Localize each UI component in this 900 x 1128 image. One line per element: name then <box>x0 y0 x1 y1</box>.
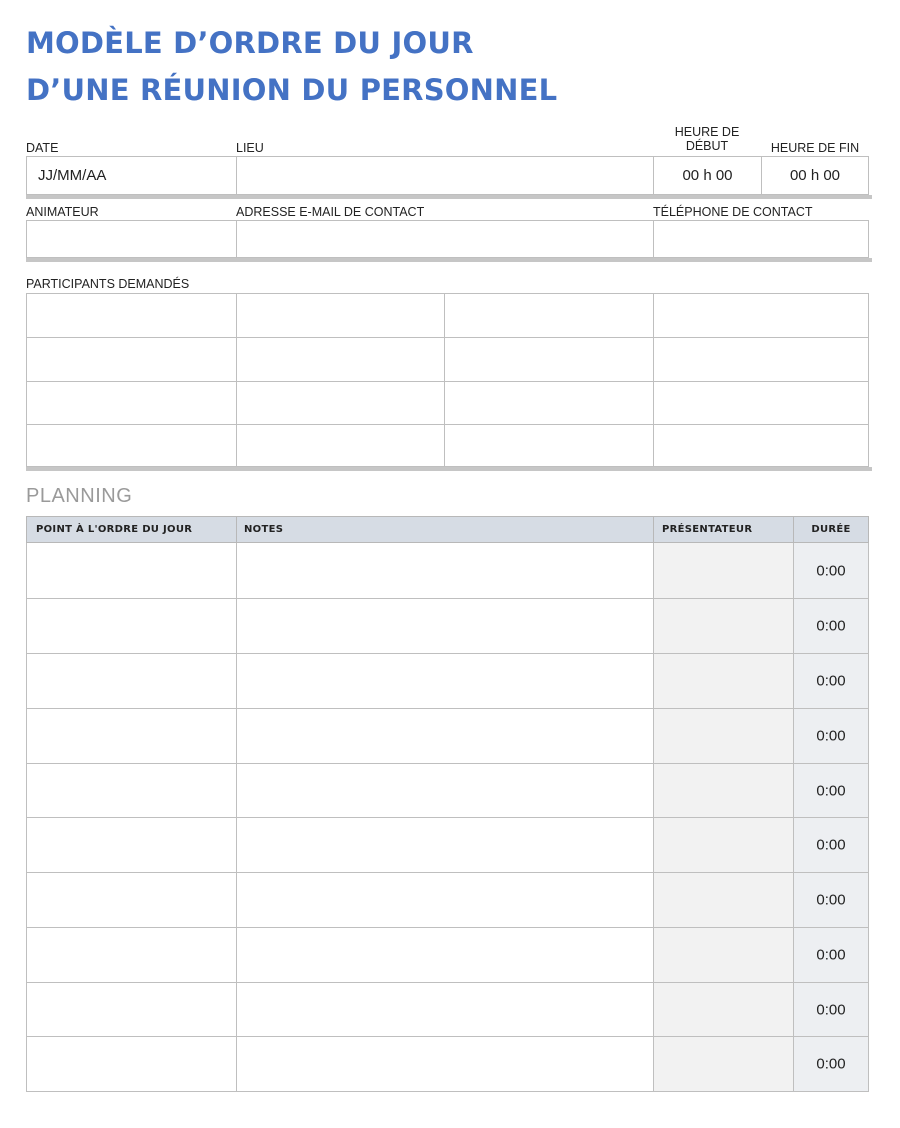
table-row <box>26 654 869 709</box>
table-row <box>26 709 869 764</box>
notes-cell[interactable] <box>236 654 653 708</box>
agenda-item-cell[interactable] <box>27 1037 236 1091</box>
table-row <box>26 983 869 1037</box>
column-header-presenter: PRÉSENTATEUR <box>662 524 753 535</box>
presenter-cell[interactable] <box>653 928 793 982</box>
end-time-value: 00 h 00 <box>789 167 841 184</box>
duration-cell[interactable] <box>793 709 868 763</box>
contact-email-label: ADRESSE E-MAIL DE CONTACT <box>236 205 425 219</box>
presenter-cell[interactable] <box>653 543 793 598</box>
end-time-label: HEURE DE FIN <box>770 141 860 155</box>
notes-cell[interactable] <box>236 543 653 598</box>
participants-row[interactable] <box>27 338 868 382</box>
duration-value: 0:00 <box>816 836 846 854</box>
duration-value: 0:00 <box>816 672 846 690</box>
participants-label: PARTICIPANTS DEMANDÉS <box>26 277 190 291</box>
duration-value: 0:00 <box>816 946 846 964</box>
notes-cell[interactable] <box>236 599 653 653</box>
notes-cell[interactable] <box>236 873 653 927</box>
section-divider <box>26 258 872 262</box>
presenter-cell[interactable] <box>653 709 793 763</box>
presenter-cell[interactable] <box>653 654 793 708</box>
duration-value: 0:00 <box>816 782 846 799</box>
planning-table-header <box>26 516 869 543</box>
duration-cell[interactable] <box>793 818 868 872</box>
table-row <box>26 818 869 873</box>
table-row <box>26 599 869 654</box>
table-row <box>26 873 869 928</box>
table-row <box>26 543 869 599</box>
planning-section-title: PLANNING <box>26 485 133 507</box>
agenda-item-cell[interactable] <box>27 709 236 763</box>
table-row <box>26 1037 869 1092</box>
duration-value: 0:00 <box>816 617 846 635</box>
section-divider <box>26 467 872 471</box>
agenda-item-cell[interactable] <box>27 928 236 982</box>
start-time-value: 00 h 00 <box>682 167 733 184</box>
start-time-label-line1: HEURE DE <box>674 125 740 139</box>
duration-value: 0:00 <box>816 727 846 745</box>
contact-phone-label: TÉLÉPHONE DE CONTACT <box>653 205 813 219</box>
header-divider <box>236 517 237 542</box>
notes-cell[interactable] <box>236 1037 653 1091</box>
agenda-item-cell[interactable] <box>27 818 236 872</box>
duration-value: 0:00 <box>816 1055 846 1073</box>
duration-cell[interactable] <box>793 1037 868 1091</box>
title-line-2: D’UNE RÉUNION DU PERSONNEL <box>26 73 558 107</box>
notes-cell[interactable] <box>236 928 653 982</box>
presenter-cell[interactable] <box>653 599 793 653</box>
start-time-label <box>653 125 761 153</box>
header-divider <box>653 517 654 542</box>
column-header-item: POINT À L'ORDRE DU JOUR <box>36 524 193 535</box>
end-time-field[interactable] <box>761 157 868 194</box>
presenter-cell[interactable] <box>653 983 793 1036</box>
agenda-item-cell[interactable] <box>27 654 236 708</box>
agenda-item-cell[interactable] <box>27 599 236 653</box>
contact-phone-field[interactable] <box>653 221 868 257</box>
contact-info-row <box>26 220 869 258</box>
notes-cell[interactable] <box>236 983 653 1036</box>
duration-cell[interactable] <box>793 543 868 598</box>
start-time-field[interactable] <box>653 157 761 194</box>
agenda-item-cell[interactable] <box>27 873 236 927</box>
presenter-cell[interactable] <box>653 1037 793 1091</box>
date-label: DATE <box>26 141 59 155</box>
column-header-notes: NOTES <box>244 524 284 535</box>
column-header-duration: DURÉE <box>811 524 851 535</box>
start-time-label-line2: DÉBUT <box>685 139 729 153</box>
participants-grid <box>26 293 869 467</box>
table-row <box>26 764 869 818</box>
participants-row[interactable] <box>27 381 868 425</box>
duration-cell[interactable] <box>793 873 868 927</box>
location-field[interactable] <box>236 157 653 194</box>
duration-cell[interactable] <box>793 654 868 708</box>
notes-cell[interactable] <box>236 709 653 763</box>
table-row <box>26 928 869 983</box>
agenda-item-cell[interactable] <box>27 983 236 1036</box>
duration-cell[interactable] <box>793 983 868 1036</box>
title-line-1: MODÈLE D’ORDRE DU JOUR <box>26 26 474 60</box>
duration-cell[interactable] <box>793 599 868 653</box>
presenter-cell[interactable] <box>653 873 793 927</box>
location-label: LIEU <box>236 141 264 155</box>
duration-value: 0:00 <box>816 1001 846 1018</box>
presenter-cell[interactable] <box>653 818 793 872</box>
participants-row[interactable] <box>27 425 868 466</box>
document-title <box>26 20 557 114</box>
header-divider <box>793 517 794 542</box>
notes-cell[interactable] <box>236 818 653 872</box>
duration-cell[interactable] <box>793 928 868 982</box>
duration-value: 0:00 <box>816 891 846 909</box>
agenda-item-cell[interactable] <box>27 764 236 817</box>
meeting-info-row <box>26 156 869 195</box>
contact-email-field[interactable] <box>236 221 653 257</box>
facilitator-label: ANIMATEUR <box>26 205 99 219</box>
participants-row[interactable] <box>27 294 868 338</box>
duration-cell[interactable] <box>793 764 868 817</box>
agenda-item-cell[interactable] <box>27 543 236 598</box>
duration-value: 0:00 <box>816 562 846 579</box>
section-divider <box>26 195 872 199</box>
date-field[interactable]: JJ/MM/AA <box>38 167 107 184</box>
notes-cell[interactable] <box>236 764 653 817</box>
presenter-cell[interactable] <box>653 764 793 817</box>
